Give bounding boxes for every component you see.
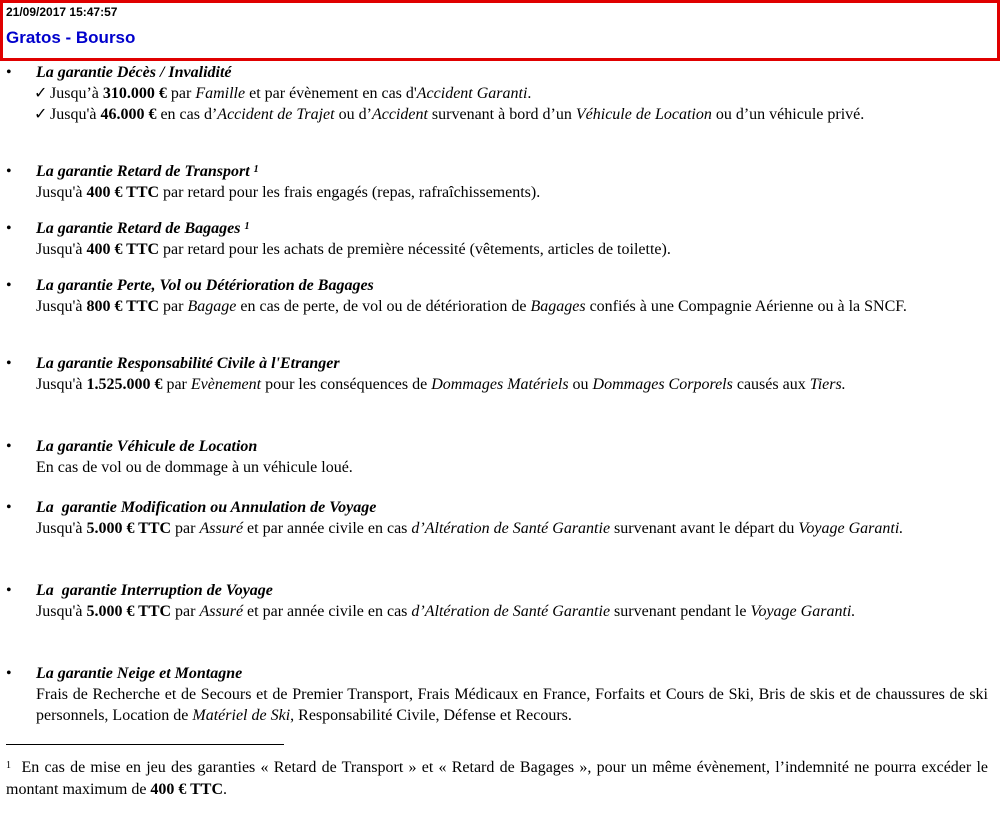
bullet-icon: • — [6, 438, 12, 455]
check-icon: ✓ — [34, 85, 48, 102]
footnote-ref: 1 — [253, 164, 259, 175]
check-item: ✓ Jusqu'à 46.000 € en cas d’Accident de Trajet ou d’Accident survenant à bord d’un Véhicule de Location ou d’un véhicule privé. — [34, 106, 865, 123]
item-text: Jusqu'à 800 € TTC par Bagage en cas de perte, de vol ou de détérioration de Bagages confiés à une Compagnie Aérienne ou à la SNCF. — [36, 298, 907, 315]
list-item-interruption — [0, 580, 1000, 622]
bullet-icon: • — [6, 665, 12, 682]
footnote-divider — [6, 744, 284, 745]
item-title: La garantie Responsabilité Civile à l'Etranger — [36, 355, 340, 372]
list-item-perte-bagages — [0, 275, 1000, 317]
check-icon: ✓ — [34, 106, 48, 123]
list-item-deces — [0, 62, 1000, 125]
page-header — [0, 0, 1000, 61]
list-item-neige-montagne — [0, 663, 1000, 726]
bullet-icon: • — [6, 277, 12, 294]
item-title: La garantie Neige et Montagne — [36, 665, 243, 682]
bullet-icon: • — [6, 582, 12, 599]
item-title: La garantie Véhicule de Location — [36, 438, 258, 455]
bullet-icon: • — [6, 355, 12, 372]
list-item-retard-bagages — [0, 218, 1000, 260]
bullet-icon: • — [6, 163, 12, 180]
item-text: Frais de Recherche et de Secours et de Premier Transport, Frais Médicaux en France, Forfaits et Cours de Ski, Bris de skis et de chaussures de ski personnels, Location de Matériel de Ski, Responsabilité Civile, Défense et Recours. — [36, 686, 988, 724]
item-title: La garantie Décès / Invalidité — [36, 64, 232, 81]
item-text: Jusqu'à 5.000 € TTC par Assuré et par année civile en cas d’Altération de Santé Garantie survenant avant le départ du Voyage Garanti. — [36, 520, 904, 537]
item-title: La garantie Modification ou Annulation de Voyage — [36, 499, 377, 516]
item-title: La garantie Perte, Vol ou Détérioration de Bagages — [36, 277, 374, 294]
check-item: ✓ Jusqu’à 310.000 € par Famille et par évènement en cas d'Accident Garanti. — [34, 85, 532, 102]
footnote: $^1$ En cas de mise en jeu des garanties « Retard de Transport » et « Retard de Bagages », pour un même évènement, l’indemnité ne pourra excéder le montant maximum de 400 € TTC. — [6, 759, 992, 798]
list-item-responsabilite-civile — [0, 353, 1000, 395]
item-text: Jusqu'à 400 € TTC par retard pour les frais engagés (repas, rafraîchissements). — [36, 184, 541, 201]
item-title: La garantie Retard de Bagages — [36, 220, 241, 237]
page-title: Gratos - Bourso — [6, 28, 136, 47]
footnote-number: 1 — [6, 760, 11, 771]
item-text: En cas de vol ou de dommage à un véhicule loué. — [36, 459, 353, 476]
item-text: Jusqu'à 5.000 € TTC par Assuré et par année civile en cas d’Altération de Santé Garantie survenant pendant le Voyage Garanti. — [36, 603, 856, 620]
bullet-icon: • — [6, 220, 12, 237]
item-title: La garantie Retard de Transport — [36, 163, 250, 180]
bullet-icon: • — [6, 64, 12, 81]
bullet-icon: • — [6, 499, 12, 516]
item-text: Jusqu'à 1.525.000 € par Evènement pour les conséquences de Dommages Matériels ou Dommages Corporels causés aux Tiers. — [36, 376, 846, 393]
list-item-modification-annulation — [0, 497, 1000, 539]
list-item-vehicule-location — [0, 436, 1000, 478]
footnote-ref: 1 — [244, 221, 250, 232]
item-text: Jusqu'à 400 € TTC par retard pour les achats de première nécessité (vêtements, articles de toilette). — [36, 241, 671, 258]
item-title: La garantie Interruption de Voyage — [36, 582, 273, 599]
list-item-retard-transport — [0, 161, 1000, 203]
timestamp: 21/09/2017 15:47:57 — [6, 5, 118, 19]
